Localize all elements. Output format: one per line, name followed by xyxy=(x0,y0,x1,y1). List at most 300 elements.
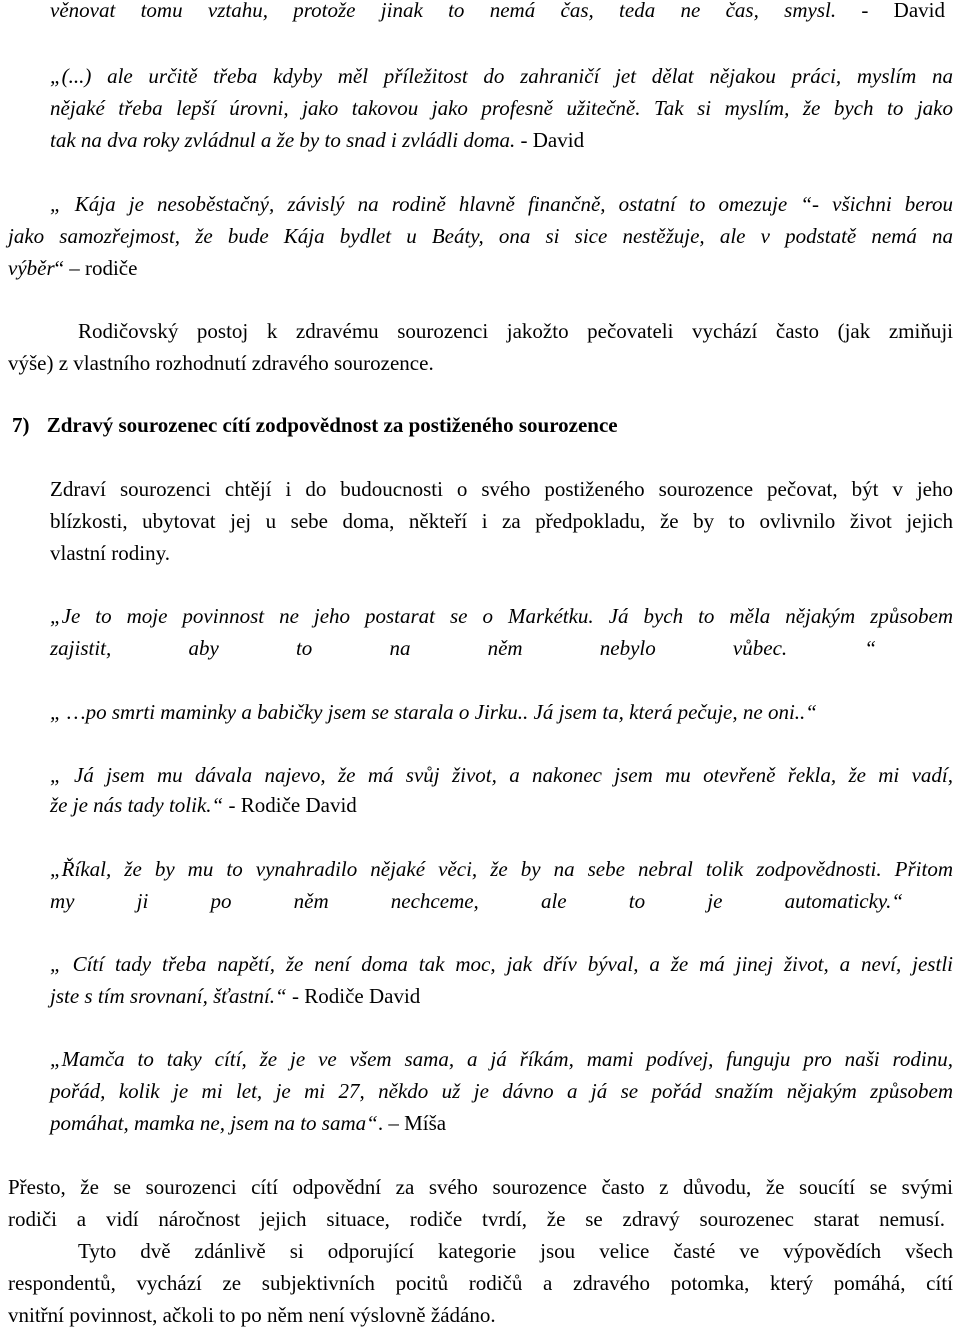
word: a xyxy=(76,1207,87,1231)
word: Cítí xyxy=(72,952,105,976)
word: svůj xyxy=(405,763,440,787)
word: zahraničí xyxy=(520,64,600,88)
word: pocitů xyxy=(395,1271,449,1295)
word: otevřeně xyxy=(703,763,776,787)
word: dvě xyxy=(140,1239,171,1263)
word: postoj xyxy=(196,319,249,343)
word: „ xyxy=(50,952,62,976)
quote-text: výběr xyxy=(8,256,55,280)
word: způsobem xyxy=(870,604,953,628)
word: bych xyxy=(643,604,684,628)
word: mi xyxy=(878,763,900,787)
word: nemá xyxy=(489,0,536,22)
word: rodinu, xyxy=(892,1047,953,1071)
word: tomu xyxy=(140,0,183,22)
word: neví, xyxy=(861,952,902,976)
word: nějaké xyxy=(370,857,426,881)
word: „(...) xyxy=(50,64,92,88)
body-text: vlastní rodiny. xyxy=(50,541,170,565)
word: nechceme, xyxy=(390,889,479,913)
word: ve xyxy=(739,1239,760,1263)
word: Zdraví xyxy=(50,477,106,501)
word: moje xyxy=(126,604,168,628)
word: bude xyxy=(227,224,269,248)
word: ovlivnilo xyxy=(759,509,836,533)
quote-text: pomáhat, mamka ne, jsem na to sama“ xyxy=(50,1111,378,1135)
word: má xyxy=(367,763,394,787)
word: za xyxy=(502,509,521,533)
word: a xyxy=(649,952,660,976)
word: vadí, xyxy=(911,763,953,787)
word: pořád, xyxy=(50,1079,106,1103)
word: ne xyxy=(680,0,701,22)
body-text: - Rodiče David xyxy=(223,793,357,817)
word: něm xyxy=(293,889,329,913)
word: život, xyxy=(783,952,829,976)
word: mi xyxy=(304,1079,326,1103)
word: “ xyxy=(864,636,876,660)
word: pečovateli xyxy=(587,319,674,343)
word: finančně, xyxy=(528,192,606,216)
word: pro xyxy=(803,1047,832,1071)
word: to xyxy=(295,636,313,660)
word: po xyxy=(210,889,232,913)
word: na xyxy=(553,857,575,881)
word: jsou xyxy=(540,1239,576,1263)
word: náročnost xyxy=(158,1207,241,1231)
word: je xyxy=(128,192,144,216)
word: i xyxy=(285,477,292,501)
word: postarat xyxy=(365,604,436,628)
body-text: vnitřní povinnost, ačkoli to po něm není výslovně žádáno. xyxy=(8,1303,496,1327)
word: ze xyxy=(222,1271,242,1295)
word: sourozenec xyxy=(699,1207,794,1231)
word: jako xyxy=(302,96,339,120)
word: který xyxy=(769,1271,814,1295)
word: na xyxy=(389,636,411,660)
word: nemá xyxy=(871,224,917,248)
word: jejich xyxy=(906,509,953,533)
word: lepší xyxy=(176,96,216,120)
word: potomka, xyxy=(670,1271,750,1295)
word: kategorie xyxy=(438,1239,517,1263)
word: je xyxy=(473,1079,489,1103)
word: naši xyxy=(844,1047,880,1071)
word: není xyxy=(314,952,351,976)
word: často xyxy=(775,319,820,343)
heading-number: 7) xyxy=(12,413,30,437)
word: sebe xyxy=(290,509,328,533)
word: tolik xyxy=(705,857,744,881)
word: pečovat, xyxy=(767,477,838,501)
text-line xyxy=(8,347,434,379)
word: něm xyxy=(487,636,523,660)
word: postiženého xyxy=(544,477,645,501)
word: způsobem xyxy=(870,1079,953,1103)
word: doma, xyxy=(342,509,395,533)
word: doma xyxy=(361,952,408,976)
word: měl xyxy=(337,64,369,88)
word: sourozenci xyxy=(119,477,211,501)
word: teda xyxy=(619,0,656,22)
word: na xyxy=(357,192,379,216)
word: si xyxy=(697,96,712,120)
word: se xyxy=(585,1207,603,1231)
word: vůbec. xyxy=(732,636,788,660)
word: ve xyxy=(318,1047,337,1071)
word: já xyxy=(590,1079,608,1103)
word: vychází xyxy=(692,319,758,343)
word: sourozenci xyxy=(145,1175,237,1199)
word: do xyxy=(305,477,327,501)
word: kolik xyxy=(118,1079,160,1103)
word: Tak xyxy=(654,96,684,120)
word: Markétku. xyxy=(507,604,594,628)
word: rodiči xyxy=(8,1207,57,1231)
word: Rodičovský xyxy=(78,319,179,343)
word: jako xyxy=(8,224,45,248)
word: si xyxy=(545,224,560,248)
word: odporující xyxy=(327,1239,415,1263)
word: na xyxy=(932,224,953,248)
word: David xyxy=(893,0,945,22)
word: subjektivních xyxy=(261,1271,375,1295)
word: že xyxy=(259,1047,278,1071)
word: nějakou xyxy=(709,64,776,88)
word: u xyxy=(406,224,417,248)
word: život xyxy=(849,509,892,533)
word: je xyxy=(290,1047,306,1071)
word: rodině xyxy=(391,192,446,216)
word: sice xyxy=(574,224,608,248)
text-line xyxy=(50,1107,446,1139)
word: blízkosti, xyxy=(50,509,128,533)
word: pořád xyxy=(651,1079,702,1103)
word: věci, xyxy=(438,857,478,881)
word: Kája xyxy=(283,224,325,248)
word: jako xyxy=(431,96,468,120)
word: myslím xyxy=(856,64,917,88)
word: a xyxy=(466,1047,478,1071)
word: vztahu, xyxy=(207,0,268,22)
body-text: “ – rodiče xyxy=(54,256,138,280)
body-text: výše) z vlastního rozhodnutí zdravého sourozence. xyxy=(8,351,434,375)
word: „Je xyxy=(50,604,81,628)
word: jej xyxy=(230,509,252,533)
word: zdravému xyxy=(295,319,379,343)
word: všem xyxy=(349,1047,392,1071)
heading-text: Zdravý sourozenec cítí zodpovědnost za postiženého sourozence xyxy=(46,413,618,437)
word: z xyxy=(659,1175,669,1199)
word: sama, xyxy=(404,1047,455,1071)
word: říkám, xyxy=(519,1047,574,1071)
word: vynahradilo xyxy=(255,857,358,881)
word: výpovědích xyxy=(783,1239,882,1263)
word: že xyxy=(802,96,821,120)
word: dávala xyxy=(194,763,253,787)
word: funguju xyxy=(726,1047,791,1071)
word: cítí, xyxy=(214,1047,247,1071)
word: úrovni, xyxy=(229,96,289,120)
word: a xyxy=(509,763,520,787)
word: kdyby xyxy=(273,64,323,88)
word: jeho xyxy=(916,477,953,501)
word: nakonec xyxy=(532,763,602,787)
word: často xyxy=(601,1175,645,1199)
word: dávno xyxy=(502,1079,554,1103)
word: na xyxy=(932,64,953,88)
word: Já xyxy=(608,604,629,628)
word: starat xyxy=(813,1207,860,1231)
word: velice xyxy=(599,1239,650,1263)
word: a xyxy=(566,1079,578,1103)
word: ne xyxy=(279,604,299,628)
word: to xyxy=(95,604,112,628)
word: někdo xyxy=(378,1079,429,1103)
word: že xyxy=(80,1175,99,1199)
word: moc, xyxy=(455,952,496,976)
word: že xyxy=(546,1207,566,1231)
word: profesně xyxy=(481,96,553,120)
word: respondentů, xyxy=(8,1271,116,1295)
word: protože xyxy=(293,0,356,22)
word: všech xyxy=(905,1239,953,1263)
word: myslím, xyxy=(724,96,790,120)
word: život, xyxy=(451,763,497,787)
word: být xyxy=(851,477,879,501)
word: napětí, xyxy=(217,952,275,976)
word: se xyxy=(869,1175,888,1199)
word: sourozenci xyxy=(397,319,489,343)
word: nestěžuje, xyxy=(622,224,705,248)
word: podstatě xyxy=(785,224,857,248)
word: chtějí xyxy=(224,477,272,501)
word: Přitom xyxy=(894,857,953,881)
word: vidí xyxy=(105,1207,139,1231)
word: zodpovědnosti. xyxy=(756,857,882,881)
word: že xyxy=(195,224,213,248)
word: nesoběstačný, xyxy=(157,192,275,216)
word: že xyxy=(659,509,679,533)
word: hlavně xyxy=(458,192,515,216)
word: Já xyxy=(74,763,94,787)
word: třeba xyxy=(118,96,163,120)
word: že xyxy=(490,857,508,881)
word: u xyxy=(265,509,277,533)
word: příležitost xyxy=(383,64,468,88)
word: sourozence xyxy=(658,477,754,501)
word: cítí xyxy=(251,1175,278,1199)
word: mu xyxy=(156,763,183,787)
word: jeho xyxy=(313,604,351,628)
word: jestli xyxy=(912,952,953,976)
word: i xyxy=(481,509,488,533)
word: bydlet xyxy=(339,224,392,248)
word: Kája xyxy=(74,192,116,216)
word: mu xyxy=(665,763,691,787)
word: věnovat xyxy=(50,0,116,22)
word: 27, xyxy=(338,1079,365,1103)
word: ji xyxy=(136,889,149,913)
word: ubytovat xyxy=(142,509,216,533)
word: snažím xyxy=(715,1079,774,1103)
word: všichni xyxy=(832,192,892,216)
word: by xyxy=(154,857,175,881)
quote-text: tak na dva roky zvládnul a že by to snad i zvládli doma. xyxy=(50,128,516,152)
word: cítí xyxy=(926,1271,953,1295)
quote-text: „ …po smrti maminky a babičky jsem se starala o Jirku.. Já jsem ta, která pečuje, ne oni..“ xyxy=(50,700,817,724)
word: řekla, xyxy=(787,763,837,787)
word: „Mamča xyxy=(50,1047,125,1071)
word: nějaké xyxy=(50,96,105,120)
word: nebral xyxy=(637,857,693,881)
word: dřív xyxy=(543,952,577,976)
word: takovou xyxy=(351,96,419,120)
word: já xyxy=(490,1047,507,1071)
word: je xyxy=(275,1079,291,1103)
word: aby xyxy=(188,636,219,660)
word: sourozence xyxy=(492,1175,587,1199)
word: býval, xyxy=(587,952,639,976)
word: tak xyxy=(418,952,445,976)
text-line xyxy=(50,789,357,821)
word: že xyxy=(124,857,142,881)
word: si xyxy=(289,1239,304,1263)
word: a xyxy=(839,952,851,976)
word: užitečně. xyxy=(566,96,641,120)
word: by xyxy=(693,509,715,533)
word: jet xyxy=(615,64,637,88)
body-text: - Rodiče David xyxy=(286,984,421,1008)
word: zajistit, xyxy=(50,636,112,660)
word: to xyxy=(448,0,465,22)
word: automaticky.“ xyxy=(784,889,903,913)
word: to xyxy=(628,889,646,913)
word: k xyxy=(266,319,278,343)
word: už xyxy=(441,1079,461,1103)
word: rodičů xyxy=(468,1271,523,1295)
word: to xyxy=(688,192,706,216)
word: „Říkal, xyxy=(50,857,112,881)
word: pomáhá, xyxy=(833,1271,906,1295)
text-line xyxy=(50,537,170,569)
word: Tyto xyxy=(78,1239,117,1263)
word: že xyxy=(337,763,356,787)
word: že xyxy=(670,952,689,976)
word: situace, xyxy=(326,1207,390,1231)
word: dělat xyxy=(651,64,694,88)
word: jinej xyxy=(735,952,773,976)
word: „ xyxy=(50,763,62,787)
word: zmiňuji xyxy=(888,319,953,343)
word: mu xyxy=(187,857,214,881)
word: smysl. xyxy=(784,0,837,22)
word: zdravý xyxy=(622,1207,680,1231)
word: ale xyxy=(540,889,567,913)
word: let, xyxy=(235,1079,263,1103)
word: omezuje xyxy=(718,192,788,216)
word: to xyxy=(887,96,904,120)
word: jsem xyxy=(614,763,653,787)
word: odpovědní xyxy=(292,1175,382,1199)
word: „ xyxy=(50,192,62,216)
word: - xyxy=(861,0,869,22)
word: jejich xyxy=(259,1207,307,1231)
word: měla xyxy=(729,604,771,628)
word: vychází xyxy=(136,1271,202,1295)
word: v xyxy=(892,477,903,501)
word: to xyxy=(226,857,243,881)
word: budoucnosti xyxy=(340,477,443,501)
word: nějakým xyxy=(786,1079,857,1103)
word: mi xyxy=(201,1079,223,1103)
word: že xyxy=(848,763,866,787)
word: o xyxy=(456,477,468,501)
word: bych xyxy=(833,96,874,120)
word: je xyxy=(173,1079,189,1103)
word: jinak xyxy=(380,0,423,22)
word: se xyxy=(620,1079,639,1103)
word: do xyxy=(483,64,505,88)
word: zdánlivě xyxy=(194,1239,266,1263)
text-line xyxy=(50,696,817,728)
word: tvrdí, xyxy=(482,1207,527,1231)
word: svého xyxy=(481,477,531,501)
body-text: - David xyxy=(515,128,585,152)
word: to xyxy=(698,604,715,628)
word: jsem xyxy=(106,763,145,787)
word: čas, xyxy=(560,0,594,22)
word: jako xyxy=(916,96,953,120)
word: třeba xyxy=(213,64,258,88)
word: za xyxy=(395,1175,415,1199)
body-text: . – Míša xyxy=(377,1111,447,1135)
word: někteří xyxy=(408,509,468,533)
word: nějakým xyxy=(785,604,856,628)
word: sebe xyxy=(587,857,625,881)
word: zdravého xyxy=(572,1271,650,1295)
word: svého xyxy=(428,1175,478,1199)
word: tady xyxy=(114,952,152,976)
word: že xyxy=(765,1175,785,1199)
word: to xyxy=(137,1047,154,1071)
word: Přesto, xyxy=(8,1175,66,1199)
word: nemusí. xyxy=(879,1207,945,1231)
word: mami xyxy=(586,1047,634,1071)
word: předpokladu, xyxy=(535,509,646,533)
text-line xyxy=(8,1299,496,1331)
word: povinnost xyxy=(182,604,265,628)
word: (jak xyxy=(837,319,871,343)
word: v xyxy=(760,224,770,248)
word: závislý xyxy=(287,192,345,216)
word: ale xyxy=(107,64,133,88)
word: o xyxy=(482,604,493,628)
word: ona xyxy=(498,224,531,248)
word: by xyxy=(520,857,541,881)
text-line xyxy=(8,252,137,284)
word: je xyxy=(707,889,723,913)
word: jak xyxy=(506,952,533,976)
word: my xyxy=(50,889,75,913)
word: ostatní xyxy=(618,192,676,216)
word: má xyxy=(699,952,725,976)
word: nebylo xyxy=(599,636,656,660)
word: se xyxy=(450,604,468,628)
word: jakožto xyxy=(506,319,569,343)
word: taky xyxy=(166,1047,202,1071)
word: třeba xyxy=(162,952,207,976)
